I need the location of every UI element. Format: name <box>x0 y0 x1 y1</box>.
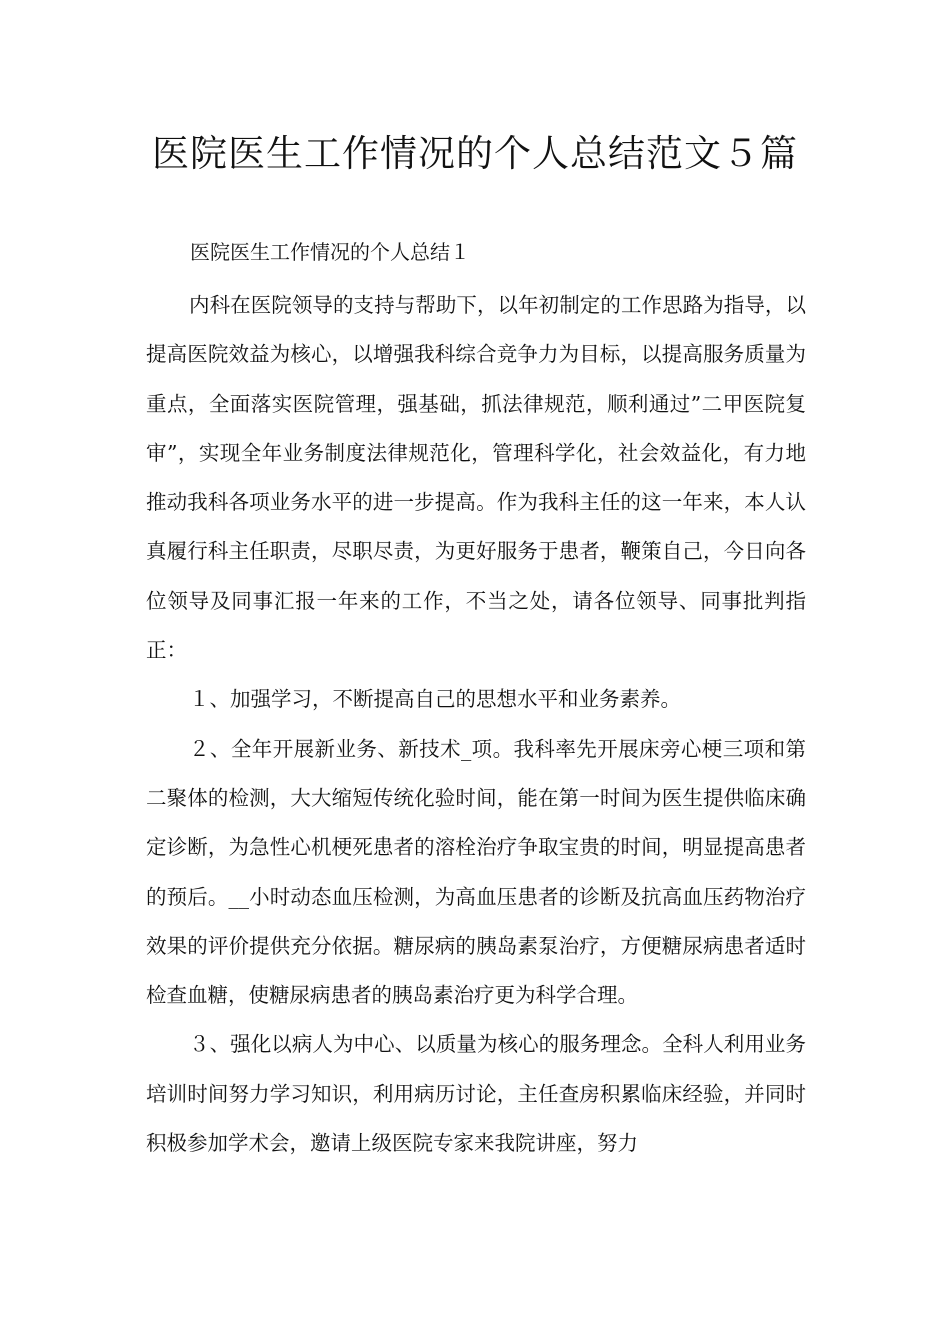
document-title: 医院医生工作情况的个人总结范文５篇 <box>152 132 798 175</box>
paragraph-item-2: ２、全年开展新业务、新技术_项。我科率先开展床旁心梗三项和第二聚体的检测，大大缩短传统化验时间，能在第一时间为医生提供临床确定诊断，为急性心机梗死患者的溶栓治疗争取宝贵的时间，明显提高患者的预后。__小时动态血压检测，为高血压患者的诊断及抗高血压药物治疗效果的评价提供充分依据。糖尿病的胰岛素泵治疗，方便糖尿病患者适时检查血糖，使糖尿病患者的胰岛素治疗更为科学合理。 <box>146 736 806 1008</box>
paragraph-item-1: １、加强学习，不断提高自己的思想水平和业务素养。 <box>189 687 681 712</box>
paragraph-item-3: ３、强化以病人为中心、以质量为核心的服务理念。全科人利用业务培训时间努力学习知识，利用病历讨论，主任查房积累临床经验，并同时积极参加学术会，邀请上级医院专家来我院讲座，努力 <box>146 1032 806 1156</box>
document-body <box>146 281 806 1168</box>
paragraph-intro: 内科在医院领导的支持与帮助下，以年初制定的工作思路为指导，以提高医院效益为核心，以增强我科综合竞争力为目标，以提高服务质量为重点，全面落实医院管理，强基础，抓法律规范，顺利通过”二甲医院复审”，实现全年业务制度法律规范化，管理科学化，社会效益化，有力地推动我科各项业务水平的进一步提高。作为我科主任的这一年来，本人认真履行科主任职责，尽职尽责，为更好服务于患者，鞭策自己，今日向各位领导及同事汇报一年来的工作，不当之处，请各位领导、同事批判指正： <box>146 293 806 663</box>
section-heading: 医院医生工作情况的个人总结１ <box>190 240 470 264</box>
